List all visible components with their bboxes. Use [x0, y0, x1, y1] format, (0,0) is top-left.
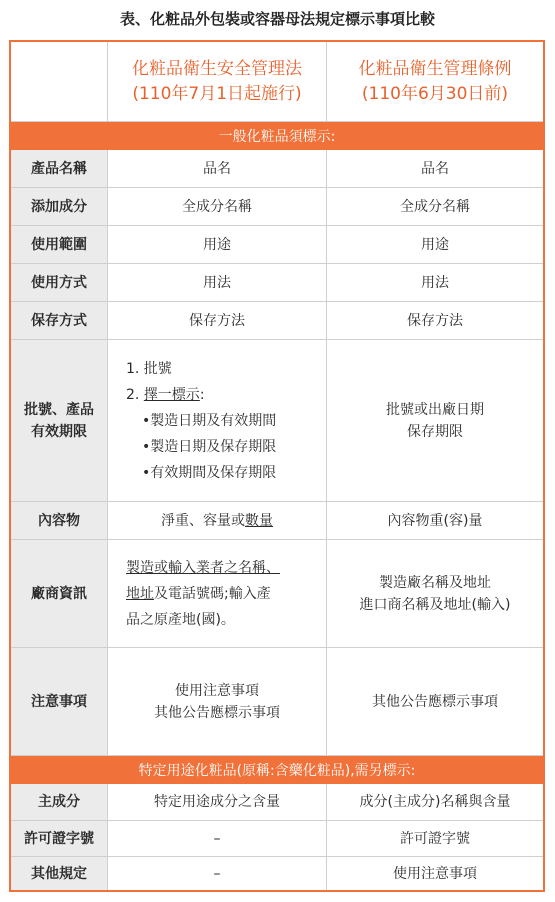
row-label: 產品名稱	[11, 150, 108, 188]
caution-label: 注意事項	[11, 648, 108, 756]
caution-new-line1: 使用注意事項	[175, 682, 259, 699]
content-label: 內容物	[11, 502, 108, 540]
row-new-value: 用途	[108, 226, 327, 264]
row-old-value: 品名	[327, 150, 543, 188]
table-row	[11, 188, 543, 226]
batch-old-value	[327, 340, 543, 502]
header-empty-cell	[11, 42, 108, 122]
table-row	[11, 302, 543, 340]
row-new-value: –	[108, 821, 327, 857]
row-new-value: 保存方法	[108, 302, 327, 340]
section-special: 特定用途化粧品(原稱:含藥化粧品),需另標示:	[11, 756, 543, 784]
content-old-value: 內容物重(容)量	[327, 502, 543, 540]
batch-item-2: 2. 擇一標示:	[126, 386, 205, 403]
maker-new-value	[108, 540, 327, 648]
caution-new-line2: 其他公告應標示事項	[154, 704, 280, 721]
maker-old-value	[327, 540, 543, 648]
batch-item-1: 1. 批號	[126, 360, 172, 377]
row-label: 保存方式	[11, 302, 108, 340]
row-label: 主成分	[11, 784, 108, 821]
row-label: 許可證字號	[11, 821, 108, 857]
table-row-content	[11, 502, 543, 540]
row-new-value: –	[108, 857, 327, 890]
maker-old-line2: 進口商名稱及地址(輸入)	[359, 596, 511, 613]
batch-bullet-2: •製造日期及保存期限	[142, 438, 277, 455]
batch-label	[11, 340, 108, 502]
row-old-value: 用法	[327, 264, 543, 302]
table-row-batch	[11, 340, 543, 502]
row-label: 使用方式	[11, 264, 108, 302]
table-header-row	[11, 42, 543, 122]
maker-label: 廠商資訊	[11, 540, 108, 648]
caution-old-value: 其他公告應標示事項	[327, 648, 543, 756]
maker-new-line1: 製造或輸入業者之名稱、	[126, 559, 280, 576]
content-new-value: 淨重、容量或 數量	[108, 502, 327, 540]
row-new-value: 全成分名稱	[108, 188, 327, 226]
page-title: 表、化粧品外包裝或容器母法規定標示事項比較	[119, 10, 435, 28]
batch-label-line1: 批號、產品	[24, 401, 94, 418]
row-old-value: 成分(主成分)名稱與含量	[327, 784, 543, 821]
row-old-value: 許可證字號	[327, 821, 543, 857]
table-row	[11, 150, 543, 188]
table-row	[11, 821, 543, 857]
section-general: 一般化粧品須標示:	[11, 122, 543, 150]
header-new-law-name: 化粧品衛生安全管理法	[132, 58, 302, 79]
batch-bullet-3: •有效期間及保存期限	[142, 464, 277, 481]
caution-new-value	[108, 648, 327, 756]
batch-old-line1: 批號或出廠日期	[386, 401, 484, 418]
table-row	[11, 857, 543, 890]
batch-label-line2: 有效期限	[31, 423, 87, 440]
header-new-law	[108, 42, 327, 122]
row-label: 添加成分	[11, 188, 108, 226]
row-old-value: 使用注意事項	[393, 865, 477, 882]
row-old-value: 保存方法	[327, 302, 543, 340]
header-old-law-date: (110年6月30日前)	[361, 83, 509, 104]
maker-new-line2: 地址及電話號碼;輸入產	[126, 585, 271, 602]
table-row	[11, 264, 543, 302]
maker-old-line1: 製造廠名稱及地址	[379, 574, 491, 591]
header-old-law	[327, 42, 543, 122]
header-old-law-name: 化粧品衛生管理條例	[358, 58, 512, 79]
batch-old-line2: 保存期限	[407, 423, 463, 440]
row-old-value: 全成分名稱	[327, 188, 543, 226]
batch-bullet-1: •製造日期及有效期間	[142, 412, 277, 429]
row-label: 其他規定	[11, 857, 108, 890]
row-new-value: 特定用途成分之含量	[108, 784, 327, 821]
row-new-value: 品名	[108, 150, 327, 188]
header-new-law-date: (110年7月1日起施行)	[132, 83, 302, 104]
comparison-table	[9, 40, 545, 892]
row-old-value: 用途	[327, 226, 543, 264]
table-row-caution	[11, 648, 543, 756]
table-row-maker	[11, 540, 543, 648]
table-row	[11, 226, 543, 264]
table-row	[11, 784, 543, 821]
row-new-value: 用法	[108, 264, 327, 302]
row-label: 使用範圍	[11, 226, 108, 264]
batch-new-value	[108, 340, 327, 502]
maker-new-line3: 品之原產地(國)。	[126, 611, 235, 628]
